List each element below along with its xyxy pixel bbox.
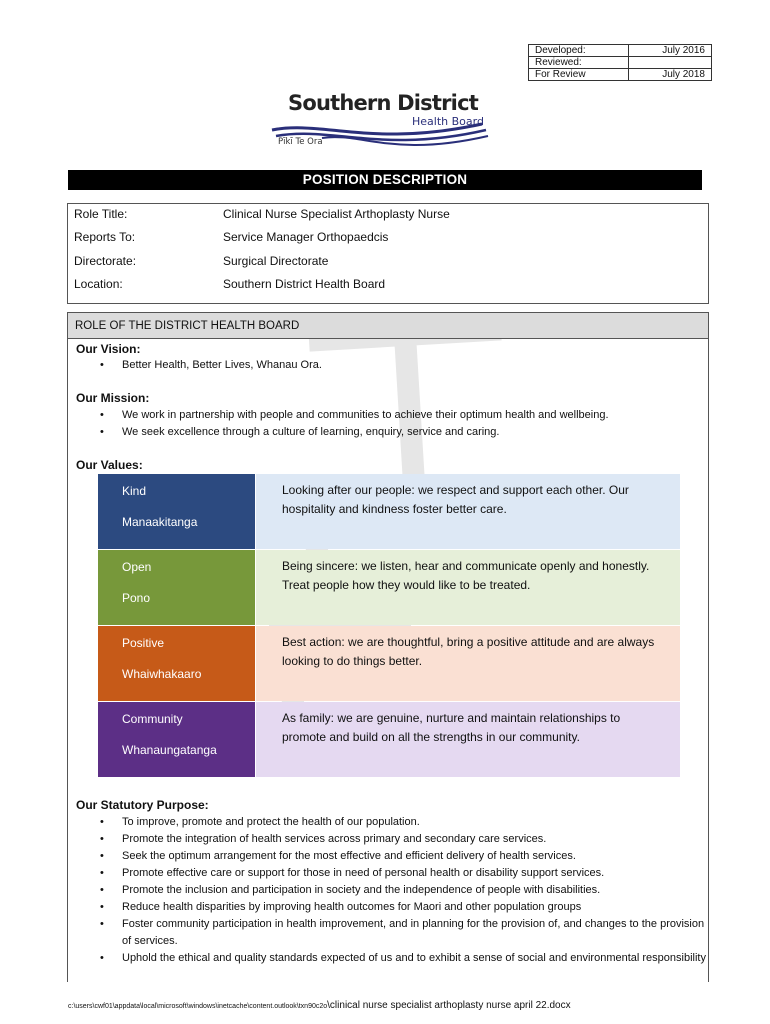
value-row	[98, 626, 680, 701]
list-item-text: Promote the integration of health services across primary and secondary care services.	[122, 833, 547, 845]
value-name-cell	[98, 474, 255, 549]
sdhb-logo	[262, 88, 492, 158]
reports-to-label: Reports To:	[74, 230, 136, 244]
list-item-text: Better Health, Better Lives, Whanau Ora.	[122, 359, 322, 371]
value-maori: Whaiwhakaaro	[122, 667, 202, 681]
directorate-value: Surgical Directorate	[223, 254, 329, 268]
statutory-list	[96, 814, 706, 967]
footer-path: c:\users\cwf01\appdata\local\microsoft\windows\inetcache\content.outlook\txn90c2o	[68, 1003, 328, 1010]
reports-to-value: Service Manager Orthopaedcis	[223, 230, 389, 244]
vision-list	[96, 357, 706, 374]
list-item	[96, 899, 706, 916]
value-name-cell	[98, 626, 255, 701]
file-path-footer	[68, 1000, 571, 1011]
bullet-icon: •	[100, 901, 104, 913]
value-description: Best action: we are thoughtful, bring a positive attitude and are always looking to do things better.	[256, 626, 680, 701]
logo-tagline: Pīkī Te Ora	[278, 137, 323, 147]
list-item-text: Uphold the ethical and quality standards expected of us and to exhibit a sense of social and environmental responsibility	[122, 952, 706, 964]
bullet-icon: •	[100, 952, 104, 964]
mission-heading: Our Mission:	[76, 391, 150, 405]
bullet-icon: •	[100, 850, 104, 862]
value-name-cell	[98, 550, 255, 625]
location-label: Location:	[74, 277, 123, 291]
bullet-icon: •	[100, 884, 104, 896]
review-value: July 2016	[629, 45, 712, 57]
value-english: Open	[122, 560, 152, 574]
review-value: July 2018	[629, 69, 712, 81]
bullet-icon: •	[100, 867, 104, 879]
list-item-text: We work in partnership with people and communities to achieve their optimum health and wellbeing.	[122, 409, 609, 421]
review-row	[529, 57, 712, 69]
list-item	[96, 424, 706, 441]
list-item-text: Promote the inclusion and participation in society and the independence of people with disabilities.	[122, 884, 601, 896]
review-table	[528, 44, 712, 81]
list-item	[96, 848, 706, 865]
list-item	[96, 882, 706, 899]
role-title-label: Role Title:	[74, 207, 128, 221]
list-item	[96, 357, 706, 374]
bullet-icon: •	[100, 359, 104, 371]
list-item	[96, 814, 706, 831]
bullet-icon: •	[100, 816, 104, 828]
value-english: Community	[122, 712, 183, 726]
values-heading: Our Values:	[76, 458, 143, 472]
location-value: Southern District Health Board	[223, 277, 386, 291]
bullet-icon: •	[100, 918, 104, 930]
footer-filename: \clinical nurse specialist arthoplasty nurse april 22.docx	[327, 1000, 571, 1011]
page-title: POSITION DESCRIPTION	[68, 170, 702, 190]
directorate-label: Directorate:	[74, 254, 137, 268]
value-row	[98, 474, 680, 549]
position-info	[67, 203, 709, 304]
list-item-text: Promote effective care or support for those in need of personal health or disability support services.	[122, 867, 605, 879]
bullet-icon: •	[100, 833, 104, 845]
list-item-text: Reduce health disparities by improving health outcomes for Maori and other population groups	[122, 901, 582, 913]
mission-list	[96, 407, 706, 441]
list-item	[96, 916, 706, 950]
statutory-heading: Our Statutory Purpose:	[76, 798, 209, 812]
review-value	[629, 57, 712, 69]
review-label: Developed:	[529, 45, 629, 57]
value-description: As family: we are genuine, nurture and maintain relationships to promote and build on all the strengths in our community.	[256, 702, 680, 777]
role-title-value: Clinical Nurse Specialist Arthoplasty Nurse	[223, 207, 450, 221]
value-english: Kind	[122, 484, 147, 498]
value-description: Being sincere: we listen, hear and communicate openly and honestly. Treat people how they would like to be treated.	[256, 550, 680, 625]
logo-subtitle: Health Board	[412, 115, 484, 128]
value-row	[98, 702, 680, 777]
list-item	[96, 950, 706, 967]
role-section	[67, 312, 709, 982]
value-name-cell	[98, 702, 255, 777]
value-row	[98, 550, 680, 625]
list-item-text: Foster community participation in health improvement, and in planning for the provision of, and changes to the provision of services.	[122, 918, 705, 947]
list-item	[96, 865, 706, 882]
value-maori: Manaakitanga	[122, 515, 198, 529]
list-item	[96, 407, 706, 424]
review-row	[529, 45, 712, 57]
review-label: For Review	[529, 69, 629, 81]
bullet-icon: •	[100, 426, 104, 438]
list-item-text: We seek excellence through a culture of learning, enquiry, service and caring.	[122, 426, 500, 438]
value-english: Positive	[122, 636, 165, 650]
list-item	[96, 831, 706, 848]
vision-heading: Our Vision:	[76, 342, 141, 356]
value-maori: Whanaungatanga	[122, 743, 217, 757]
review-row	[529, 69, 712, 81]
review-label: Reviewed:	[529, 57, 629, 69]
value-maori: Pono	[122, 591, 151, 605]
list-item-text: Seek the optimum arrangement for the most effective and efficient delivery of health services.	[122, 850, 576, 862]
role-header: ROLE OF THE DISTRICT HEALTH BOARD	[68, 313, 708, 339]
bullet-icon: •	[100, 409, 104, 421]
logo-title: Southern District	[288, 91, 478, 115]
value-description: Looking after our people: we respect and support each other. Our hospitality and kindness foster better care.	[256, 474, 680, 549]
list-item-text: To improve, promote and protect the health of our population.	[122, 816, 420, 828]
